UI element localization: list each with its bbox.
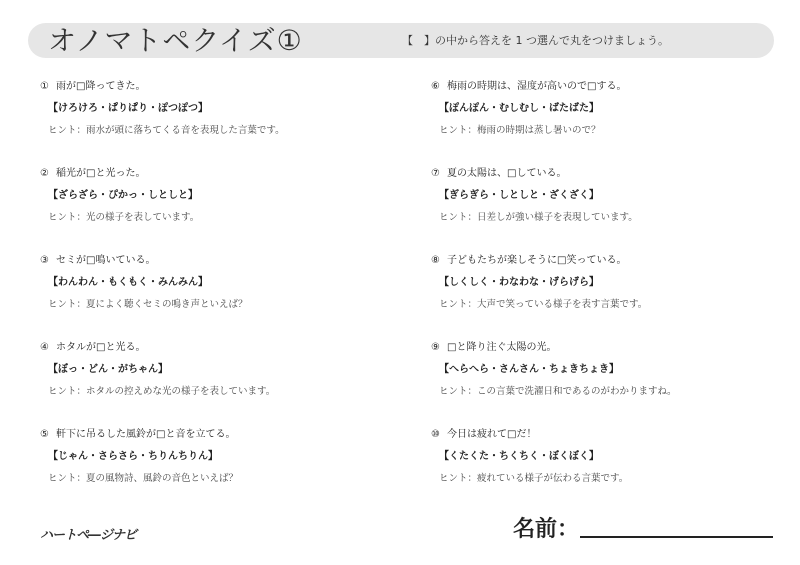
question-column-right — [431, 80, 791, 515]
question-number: ⑨ — [431, 342, 440, 353]
question-4 — [40, 341, 400, 428]
name-label: 名前： — [513, 517, 580, 542]
site-logo: ハートペ―ジナビ — [40, 528, 137, 543]
hint-text: ヒント：雨水が頭に落ちてくる音を表現した言葉です。 — [48, 125, 285, 136]
question-5 — [40, 428, 400, 515]
answer-options[interactable]: 【けろけろ・ぱりぱり・ぽつぽつ】 — [48, 103, 208, 114]
question-number: ⑧ — [431, 255, 440, 266]
title-banner — [28, 23, 774, 58]
question-10 — [431, 428, 791, 515]
question-text: 今日は疲れて□だ！ — [447, 429, 537, 440]
hint-text: ヒント：ホタルの控えめな光の様子を表しています。 — [48, 386, 276, 397]
question-number: ④ — [40, 342, 49, 353]
question-number: ② — [40, 168, 49, 179]
answer-options[interactable]: 【ぎらぎら・しとしと・ざくざく】 — [439, 190, 599, 201]
question-number: ⑥ — [431, 81, 440, 92]
question-number: ⑤ — [40, 429, 49, 440]
question-text: 稲光が□と光った。 — [56, 168, 146, 179]
instruction-text: 【 】の中から答えを 1 つ選んで丸をつけましょう。 — [402, 34, 669, 47]
question-2 — [40, 167, 400, 254]
question-3 — [40, 254, 400, 341]
answer-options[interactable]: 【ぽんぽん・むしむし・ばたばた】 — [439, 103, 599, 114]
page-title: オノマトペクイズ① — [48, 24, 303, 57]
name-write-line[interactable] — [580, 536, 773, 538]
answer-options[interactable]: 【わんわん・もくもく・みんみん】 — [48, 277, 208, 288]
hint-text: ヒント：夏の風物詩、風鈴の音色といえば？ — [48, 473, 239, 484]
question-7 — [431, 167, 791, 254]
hint-text: ヒント：疲れている様子が伝わる言葉です。 — [439, 473, 629, 484]
answer-options[interactable]: 【ぼっ・どん・がちゃん】 — [48, 364, 168, 375]
answer-options[interactable]: 【くたくた・ちくちく・ぼくぼく】 — [439, 451, 599, 462]
question-1 — [40, 80, 400, 167]
hint-text: ヒント：夏によく聴くセミの鳴き声といえば？ — [48, 299, 248, 310]
question-text: セミが□鳴いている。 — [56, 255, 156, 266]
answer-options[interactable]: 【しくしく・わなわな・げらげら】 — [439, 277, 599, 288]
question-text: 軒下に吊るした風鈴が□と音を立てる。 — [56, 429, 236, 440]
question-column-left — [40, 80, 400, 515]
question-8 — [431, 254, 791, 341]
hint-text: ヒント：大声で笑っている様子を表す言葉です。 — [439, 299, 648, 310]
hint-text: ヒント：光の様子を表しています。 — [48, 212, 200, 223]
question-text: 夏の太陽は、□している。 — [447, 168, 567, 179]
question-text: □と降り注ぐ太陽の光。 — [447, 342, 557, 353]
question-6 — [431, 80, 791, 167]
question-number: ⑩ — [431, 429, 440, 440]
hint-text: ヒント：この言葉で洗濯日和であるのがわかりますね。 — [439, 386, 677, 397]
hint-text: ヒント：日差しが強い様子を表現しています。 — [439, 212, 638, 223]
question-number: ③ — [40, 255, 49, 266]
question-text: 雨が□降ってきた。 — [56, 81, 146, 92]
answer-options[interactable]: 【じゃん・さらさら・ちりんちりん】 — [48, 451, 218, 462]
question-text: 梅雨の時期は、湿度が高いので□する。 — [447, 81, 627, 92]
answer-options[interactable]: 【ざらざら・ぴかっ・しとしと】 — [48, 190, 198, 201]
hint-text: ヒント：梅雨の時期は蒸し暑いので？ — [439, 125, 601, 136]
question-9 — [431, 341, 791, 428]
question-number: ⑦ — [431, 168, 440, 179]
question-text: ホタルが□と光る。 — [56, 342, 146, 353]
question-number: ① — [40, 81, 49, 92]
answer-options[interactable]: 【へらへら・さんさん・ちょきちょき】 — [439, 364, 619, 375]
question-text: 子どもたちが楽しそうに□笑っている。 — [447, 255, 627, 266]
